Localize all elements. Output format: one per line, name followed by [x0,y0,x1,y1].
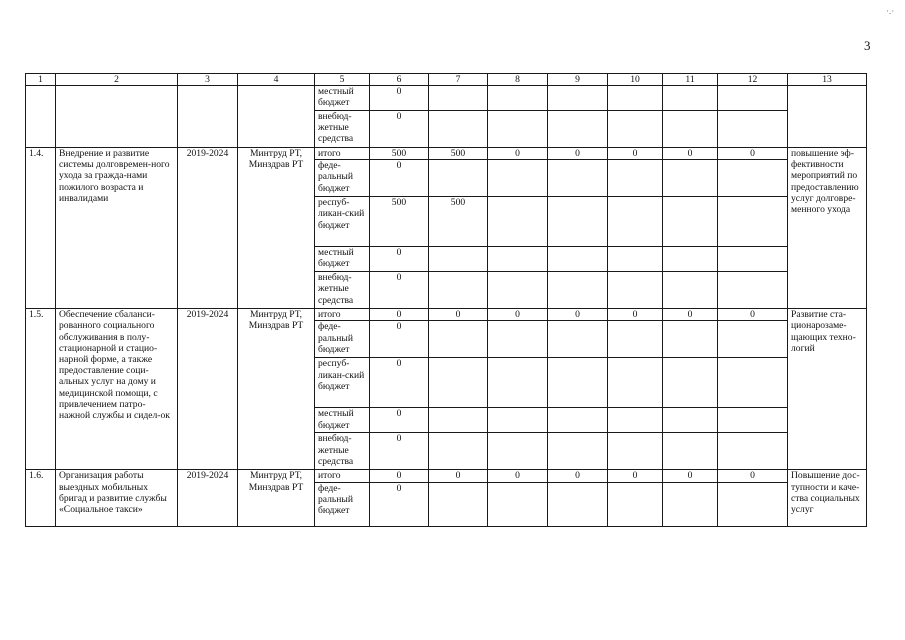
value-cell: 0 [488,309,548,321]
empty-cell [663,321,718,358]
empty-cell [488,272,548,309]
period-cell: 2019-2024 [178,148,238,309]
value-cell: 0 [663,148,718,160]
value-cell: 0 [488,148,548,160]
table-row [26,470,867,482]
empty-cell [548,197,608,247]
header-cell: 11 [663,74,718,86]
value-cell: 0 [370,482,429,526]
empty-cell [663,433,718,470]
empty-cell [488,321,548,358]
empty-cell [429,247,488,272]
empty-cell [429,408,488,433]
empty-cell [548,408,608,433]
empty-cell [608,197,663,247]
value-cell: 0 [370,358,429,408]
empty-cell [548,482,608,526]
empty-cell [548,160,608,197]
page-number: 3 [864,38,871,53]
header-cell: 13 [788,74,867,86]
value-cell: 0 [370,111,429,148]
empty-cell [608,247,663,272]
value-cell: 0 [370,86,429,111]
empty-cell [663,247,718,272]
value-cell: 0 [429,470,488,482]
source-cell: феде-ральный бюджет [315,321,370,358]
header-cell: 8 [488,74,548,86]
empty-cell [56,86,178,148]
value-cell: 0 [608,148,663,160]
header-cell: 10 [608,74,663,86]
empty-cell [608,272,663,309]
empty-cell [718,433,788,470]
executor-cell: Минтруд РТ, Минздрав РТ [238,148,315,309]
empty-cell [608,321,663,358]
source-cell: итого [315,148,370,160]
empty-cell [788,86,867,148]
empty-cell [608,358,663,408]
value-cell: 0 [608,470,663,482]
source-cell: внебюд-жетные средства [315,433,370,470]
result-cell: Развитие ста-ционарозаме-щающих техно-логий [788,309,867,470]
empty-cell [429,321,488,358]
executor-cell: Минтруд РТ, Минздрав РТ [238,309,315,470]
empty-cell [488,358,548,408]
executor-cell: Минтруд РТ, Минздрав РТ [238,470,315,526]
empty-cell [238,86,315,148]
empty-cell [429,86,488,111]
value-cell: 500 [429,148,488,160]
empty-cell [548,272,608,309]
source-cell: итого [315,309,370,321]
header-cell: 9 [548,74,608,86]
empty-cell [663,408,718,433]
empty-cell [429,358,488,408]
value-cell: 0 [370,160,429,197]
table-row [26,148,867,160]
value-cell: 0 [370,309,429,321]
empty-cell [178,86,238,148]
empty-cell [608,160,663,197]
empty-cell [548,358,608,408]
source-cell: местный бюджет [315,408,370,433]
empty-cell [429,160,488,197]
value-cell: 0 [718,309,788,321]
source-cell: респуб-ликан-ский бюджет [315,358,370,408]
value-cell: 0 [370,470,429,482]
empty-cell [548,247,608,272]
empty-cell [718,160,788,197]
empty-cell [718,321,788,358]
value-cell: 0 [663,309,718,321]
value-cell: 0 [663,470,718,482]
empty-cell [663,111,718,148]
empty-cell [488,433,548,470]
empty-cell [718,111,788,148]
source-cell: феде-ральный бюджет [315,482,370,526]
value-cell: 0 [718,148,788,160]
empty-cell [429,433,488,470]
period-cell: 2019-2024 [178,309,238,470]
header-cell: 5 [315,74,370,86]
table-row [26,309,867,321]
source-cell: местный бюджет [315,86,370,111]
empty-cell [488,86,548,111]
empty-cell [488,247,548,272]
empty-cell [548,111,608,148]
empty-cell [548,321,608,358]
empty-cell [663,160,718,197]
empty-cell [718,272,788,309]
empty-cell [718,358,788,408]
value-cell: 0 [370,247,429,272]
scan-mark: ·.· [886,6,895,16]
result-cell: Повышение дос-тупности и каче-ства социальных услуг [788,470,867,526]
table-row [26,86,867,111]
empty-cell [26,86,56,148]
value-cell: 0 [718,470,788,482]
measure-name: Организация работы выездных мобильных бригад и развитие службы «Социальное такси» [56,470,178,526]
empty-cell [548,433,608,470]
empty-cell [608,408,663,433]
empty-cell [608,433,663,470]
source-cell: феде-ральный бюджет [315,160,370,197]
empty-cell [548,86,608,111]
measure-name: Обеспечение сбаланси-рованного социального обслуживания в полу-стационарной и стацио-нарной форме, а также предоставление соци-альных услуг на дому и медицинской помощи, с привлечением патро-нажной службы и сидел-ок [56,309,178,470]
empty-cell [718,197,788,247]
empty-cell [488,408,548,433]
empty-cell [718,247,788,272]
header-row [26,74,867,86]
value-cell: 0 [429,309,488,321]
value-cell: 0 [548,470,608,482]
value-cell: 0 [370,433,429,470]
header-cell: 4 [238,74,315,86]
value-cell: 0 [548,148,608,160]
empty-cell [718,408,788,433]
empty-cell [663,86,718,111]
program-table [25,73,867,527]
measure-name: Внедрение и развитие системы долговремен-ного ухода за гражда-нами пожилого возраста и инвалидами [56,148,178,309]
source-cell: внебюд-жетные средства [315,272,370,309]
value-cell: 500 [429,197,488,247]
empty-cell [429,482,488,526]
row-number: 1.5. [26,309,56,470]
empty-cell [663,358,718,408]
header-cell: 1 [26,74,56,86]
empty-cell [488,197,548,247]
value-cell: 0 [370,272,429,309]
empty-cell [488,111,548,148]
empty-cell [608,482,663,526]
header-cell: 7 [429,74,488,86]
empty-cell [663,272,718,309]
value-cell: 500 [370,197,429,247]
empty-cell [663,197,718,247]
empty-cell [608,111,663,148]
value-cell: 0 [370,321,429,358]
empty-cell [663,482,718,526]
empty-cell [718,482,788,526]
result-cell: повышение эф-фективности мероприятий по предоставлению услуг долговре-менного ухода [788,148,867,309]
value-cell: 0 [370,408,429,433]
row-number: 1.4. [26,148,56,309]
header-cell: 2 [56,74,178,86]
source-cell: итого [315,470,370,482]
source-cell: респуб-ликан-ский бюджет [315,197,370,247]
empty-cell [488,160,548,197]
header-cell: 12 [718,74,788,86]
source-cell: внебюд-жетные средства [315,111,370,148]
empty-cell [718,86,788,111]
empty-cell [429,111,488,148]
value-cell: 0 [488,470,548,482]
value-cell: 0 [548,309,608,321]
row-number: 1.6. [26,470,56,526]
empty-cell [429,272,488,309]
source-cell: местный бюджет [315,247,370,272]
empty-cell [488,482,548,526]
period-cell: 2019-2024 [178,470,238,526]
value-cell: 500 [370,148,429,160]
value-cell: 0 [608,309,663,321]
header-cell: 6 [370,74,429,86]
empty-cell [608,86,663,111]
header-cell: 3 [178,74,238,86]
